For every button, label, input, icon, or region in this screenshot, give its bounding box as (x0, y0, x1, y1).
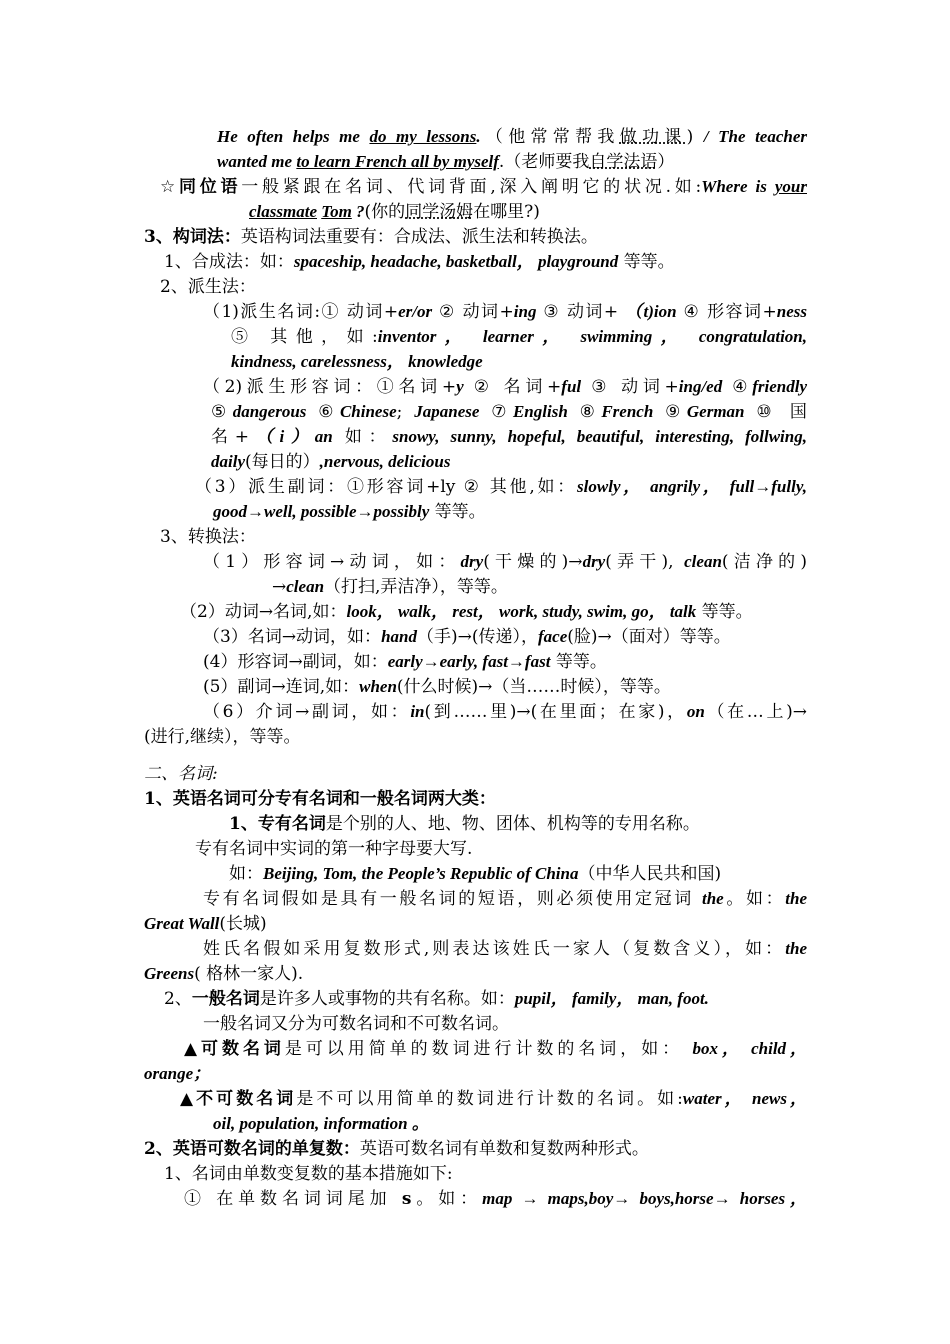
text-line-1 (217, 125, 807, 149)
text: ing (513, 302, 537, 321)
text: friendly (752, 377, 808, 396)
text: Japanese (414, 402, 480, 421)
text: （手)→(传递）， (416, 627, 538, 647)
text: 二、名词: (144, 764, 218, 784)
text: snowy, sunny, hopeful, beautiful, interesting, follwing, (392, 427, 807, 446)
text: 等等。 (618, 252, 675, 272)
text-line-12 (211, 400, 807, 424)
text-line-20 (180, 600, 753, 624)
text-line-35 (164, 987, 709, 1011)
text: ☆ (160, 177, 179, 197)
text: （2)派生形容词：①名词+ (203, 377, 457, 397)
text: 英语构词法重要有：合成法、派生法和转换法。 (240, 227, 598, 247)
text: 1、专有名词 (229, 814, 326, 834)
text: (你的 (364, 202, 406, 222)
text-line-5 (144, 225, 598, 249)
text: .（老师要我 (498, 152, 590, 172)
text-line-21 (203, 625, 731, 649)
text: 3、转换法： (160, 527, 256, 547)
text: Greens (144, 964, 195, 983)
text-line-38 (144, 1062, 210, 1086)
text: pupil， family， man, foot. (514, 989, 709, 1008)
text: （i）an (249, 427, 333, 446)
text: ful (561, 377, 582, 396)
text: (到……里)→(在里面；在家)， (424, 702, 687, 722)
text-line-28 (229, 812, 700, 836)
text-line-3 (160, 175, 807, 199)
text: 可数名词 (201, 1039, 285, 1059)
text-line-15 (195, 475, 807, 499)
text: ④ (722, 377, 753, 397)
text: (洁净的) (721, 552, 808, 572)
text-line-2 (217, 150, 674, 174)
text: （1)派生名词:① 动词+ (203, 302, 399, 322)
text: er/or (398, 302, 433, 321)
text: ▲ (184, 1039, 202, 1059)
text: ( 格林一家人). (194, 964, 304, 984)
text: the (701, 889, 724, 908)
text: slowly， angrily， full→fully, (577, 477, 807, 496)
text-line-41 (144, 1137, 649, 1161)
text-line-22 (203, 650, 607, 674)
text: He often helps me (217, 127, 370, 146)
text: 专有名词假如是具有一般名词的短语，则必须使用定冠词 (203, 889, 702, 909)
section-heading (144, 762, 218, 786)
text: ? (351, 202, 365, 221)
text: 不可数名词 (196, 1089, 297, 1109)
text: 是许多人或事物的共有名称。如： (259, 989, 515, 1009)
text: 。如： (723, 889, 786, 909)
text: 一般名词又分为可数名词和不可数名词。 (203, 1014, 509, 1034)
text-line-39 (180, 1087, 807, 1111)
text: 2、 (164, 989, 192, 1009)
text: 名+ (211, 427, 249, 447)
text: the (785, 939, 807, 958)
text: ,nervous, delicious (319, 452, 451, 471)
text-line-4 (249, 200, 540, 224)
text: inventor， learner， swimming， congratulation, (377, 327, 807, 346)
text: ⑥ (306, 402, 340, 422)
text: ⑧ (567, 402, 602, 422)
text-line-29 (195, 837, 472, 861)
text: Great Wall (144, 914, 220, 933)
text-line-30 (229, 862, 721, 886)
text-line-16 (213, 500, 486, 524)
text: （1）形容词→动词，如： (203, 552, 461, 572)
text: ⑤ 其他，如: (231, 327, 378, 347)
text: 是不可以用简单的数词进行计数的名词。如: (296, 1089, 683, 1109)
text-line-6 (164, 250, 675, 274)
text: ） (657, 152, 675, 172)
text: s (401, 1189, 412, 1209)
text-line-24 (203, 700, 807, 724)
text: 如： (332, 427, 393, 447)
text: ⑩ 国 (744, 402, 807, 422)
text: Tom (321, 202, 352, 221)
text: Where is (701, 177, 775, 196)
text: （在…上)→ (704, 702, 807, 722)
text: (脸)→（面对）等等。 (567, 627, 731, 647)
text: look， walk， rest， work, study, swim, go， talk (346, 602, 697, 621)
text: 专有名词中实词的第一种字母要大写. (195, 839, 473, 859)
text: （3）派生副词：①形容词+ly ② 其他,如： (195, 477, 578, 497)
text: 2、英语可数名词的单复数： (144, 1139, 360, 1159)
text-line-18 (203, 550, 807, 574)
text: . (476, 127, 481, 146)
text-line-31 (203, 887, 807, 911)
text: 2、派生法： (160, 277, 256, 297)
text: German (686, 402, 745, 421)
text: y (456, 377, 464, 396)
text: （2）动词→名词,如： (180, 602, 347, 622)
text: water， news， (682, 1089, 807, 1108)
text: 3、构词法： (144, 227, 241, 247)
text: 是可以用简单的数词进行计数的名词，如： (284, 1039, 693, 1059)
text: (长城) (219, 914, 267, 934)
text: your (774, 177, 807, 196)
text: face (538, 627, 568, 646)
text-line-34 (144, 962, 303, 986)
text: 同位语 (179, 177, 242, 197)
text: ness (776, 302, 807, 321)
text: ② 动词+ (432, 302, 514, 322)
text: 等等。 (696, 602, 753, 622)
text: 同学汤姆 (405, 202, 474, 222)
text-line-14 (211, 450, 450, 474)
text-line-25 (144, 725, 301, 749)
text: on (686, 702, 705, 721)
text: ; (396, 402, 415, 422)
text: ⑨ (653, 402, 687, 422)
text: Chinese (339, 402, 397, 421)
text: the (785, 889, 808, 908)
text: 1、合成法：如： (164, 252, 294, 272)
text: （他常常帮我 (480, 127, 620, 147)
text: (弄干), (605, 552, 685, 572)
text: 英语可数名词有单数和复数两种形式。 (359, 1139, 649, 1159)
text-line-32 (144, 912, 267, 936)
text: 1、名词由单数变复数的基本措施如下: (164, 1164, 453, 1184)
text: French (601, 402, 654, 421)
text-line-42 (164, 1162, 453, 1186)
text: dangerous (232, 402, 307, 421)
text: spaceship, headache, basketball， playground (293, 252, 619, 271)
text: oil, population, information 。 (213, 1114, 429, 1133)
text: ② 名词+ (463, 377, 562, 397)
text: ⑤ (211, 402, 233, 422)
text-line-10 (231, 350, 483, 374)
text-line-23 (203, 675, 671, 699)
text: （打扫,弄洁净），等等。 (324, 577, 508, 597)
text-line-13 (211, 425, 807, 449)
text-line-27 (144, 787, 496, 811)
text: （3）名词→动词，如： (203, 627, 382, 647)
text: 一般名词 (191, 989, 260, 1009)
text: / The teacher (703, 127, 808, 146)
text: good→well, possible→possibly (213, 502, 430, 521)
text: English (512, 402, 568, 421)
text-line-43 (184, 1187, 807, 1211)
text-line-9 (231, 325, 807, 349)
text: clean (286, 577, 325, 596)
text: classmate (249, 202, 317, 221)
text: （中华人民共和国) (578, 864, 722, 884)
text: 姓氏名假如采用复数形式,则表达该姓氏一家人（复数含义），如： (203, 939, 786, 959)
text-line-11 (203, 375, 807, 399)
text: 如： (229, 864, 263, 884)
text: ③ 动词+ (581, 377, 679, 397)
text: dry (582, 552, 606, 571)
text: early→early, fast→fast (387, 652, 551, 671)
text: dry (460, 552, 484, 571)
text: ③ 动词+ (536, 302, 626, 322)
text-line-19 (272, 575, 508, 599)
text-line-17 (160, 525, 256, 549)
text: daily (211, 452, 245, 471)
text: 是个别的人、地、物、团体、机构等的专用名称。 (325, 814, 700, 834)
text: ④ 形容词+ (676, 302, 777, 322)
text: 做功课 (619, 127, 687, 147)
text: （t)ion (625, 302, 677, 321)
text-line-37 (184, 1037, 807, 1061)
text: in (410, 702, 425, 721)
text: map → maps,boy→ boys,horse→ horses， (482, 1189, 808, 1208)
text-line-7 (160, 275, 256, 299)
text: Beijing, Tom, the People’s Republic of China (263, 864, 579, 883)
text: ) (686, 127, 704, 147)
text: (什么时候)→（当……时候），等等。 (396, 677, 671, 697)
text-line-33 (203, 937, 807, 961)
text-line-36 (203, 1012, 509, 1036)
text: (5）副词→连词,如： (203, 677, 360, 697)
text: ▲ (180, 1089, 197, 1109)
text: wanted me (217, 152, 297, 171)
text: kindness, carelessness， knowledge (231, 352, 483, 371)
text: orange； (144, 1064, 211, 1083)
text: （6）介词→副词，如： (203, 702, 411, 722)
text: → (272, 577, 287, 597)
text: box， child， (692, 1039, 808, 1058)
text: do my lessons (369, 127, 477, 146)
text-line-40 (213, 1112, 429, 1136)
text: 一般紧跟在名词、代词背面,深入阐明它的状况.如: (241, 177, 702, 197)
text: (4）形容词→副词，如： (203, 652, 388, 672)
text: when (359, 677, 397, 696)
text: 自学法语 (589, 152, 658, 172)
text: ⑦ (479, 402, 513, 422)
text: 。如： (411, 1189, 483, 1209)
text: ing/ed (678, 377, 723, 396)
text: clean (684, 552, 722, 571)
text: to learn French all by myself (296, 152, 499, 171)
text: ① 在单数名词词尾加 (184, 1189, 402, 1209)
text: hand (381, 627, 417, 646)
text: 等等。 (550, 652, 607, 672)
text: 在哪里?) (473, 202, 540, 222)
text: (进行,继续），等等。 (144, 727, 301, 747)
text: (每日的） (245, 452, 320, 472)
text: 1、英语名词可分专有名词和一般名词两大类： (144, 789, 496, 809)
text-line-8 (203, 300, 807, 324)
text: (干燥的)→ (483, 552, 583, 572)
text: 等等。 (429, 502, 486, 522)
